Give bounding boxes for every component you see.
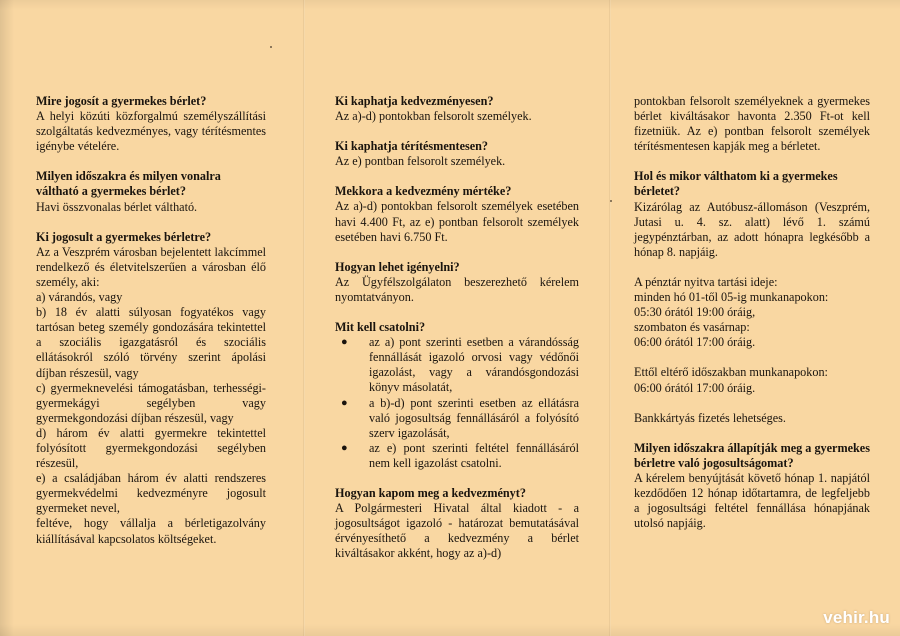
- hours-line: szombaton és vasárnap:: [634, 320, 750, 335]
- section-discounted: [335, 94, 579, 124]
- section-body: Az e) pontban felsorolt személyek.: [335, 154, 506, 169]
- section-heading: Mekkora a kedvezmény mértéke?: [335, 184, 512, 199]
- hours-line: 06:00 órától 17:00 óráig.: [634, 335, 756, 350]
- bullet-icon: ●: [341, 396, 348, 409]
- hours-line: 05:30 órától 19:00 óráig,: [634, 305, 756, 320]
- bullet-icon: ●: [341, 441, 348, 454]
- section-card-payment: [634, 411, 870, 426]
- section-body: A helyi közúti közforgalmú személyszállítási szolgáltatás kedvezményes, vagy térítésmentes igénybe vételére.: [36, 109, 266, 154]
- section-heading: Hol és mikor válthatom ki a gyermekes bérletet?: [634, 169, 838, 199]
- hours-line: 06:00 órától 17:00 óráig.: [634, 380, 756, 395]
- section-body: Az a)-d) pontokban felsorolt személyek esetében havi 4.400 Ft, az e) pontban felsorolt személyek esetében havi 6.750 Ft.: [335, 199, 579, 244]
- list-item-text: az e) pont szerinti feltétel fennállásáról nem kell igazolást csatolni.: [369, 440, 579, 470]
- fold-line-right: [609, 0, 611, 636]
- list-item: [335, 396, 579, 441]
- section-period-lines: [36, 169, 266, 214]
- section-heading: Mire jogosít a gyermekes bérlet?: [36, 94, 207, 108]
- list-item-text: az a) pont szerinti esetben a várandósság fennállását igazoló orvosi vagy védőnői igazolást, vagy a várandósgondozási könyv másolatát,: [369, 335, 579, 395]
- hours-line: minden hó 01-től 05-ig munkanapokon:: [634, 290, 829, 305]
- hours-title: A pénztár nyitva tartási ideje:: [634, 274, 778, 289]
- section-attachments: [335, 320, 579, 471]
- left-column: [36, 94, 266, 562]
- section-heading: Milyen időszakra állapítják meg a gyermekes bérletre való jogosultságomat?: [634, 440, 870, 470]
- section-body: A Polgármesteri Hivatal által kiadott - a jogosultságot igazoló - határozat bemutatásával érvényesíthető a kedvezmény a bérlet kiváltásakor akként, hogy az a)-d): [335, 501, 579, 561]
- section-heading: Ki kaphatja kedvezményesen?: [335, 94, 494, 108]
- section-free: [335, 139, 579, 169]
- eligibility-item-e: e) a családjában három év alatti rendszeres gyermekvédelmi kedvezményre jogosult gyermeket nevel,: [36, 471, 266, 516]
- hours-line: Ettől eltérő időszakban munkanapokon:: [634, 365, 828, 380]
- eligibility-intro: Az a Veszprém városban bejelentett lakcímmel rendelkező és életvitelszerűen a városban élő személy, aki:: [36, 244, 266, 289]
- paper-speck: [610, 200, 612, 202]
- section-body: Az a)-d) pontokban felsorolt személyek.: [335, 109, 532, 124]
- section-where-when: [634, 169, 870, 260]
- section-heading: Milyen időszakra és milyen vonalra váltható a gyermekes bérlet?: [36, 169, 221, 199]
- list-item: [335, 441, 579, 471]
- section-what-for: [36, 94, 266, 154]
- section-opening-hours: [634, 275, 870, 350]
- eligibility-item-b: b) 18 év alatti súlyosan fogyatékos vagy tartósan beteg személy gondozására tekintettel a szociális igazgatásról és szociális ellátásokról szóló törvény szerint ápolási díjban részesül, vagy: [36, 305, 266, 380]
- section-body: Havi összvonalas bérlet váltható.: [36, 199, 198, 214]
- continuation-text: pontokban felsorolt személyeknek a gyermekes bérlet kiváltásakor havonta 2.350 Ft-ot kell fizetniük. Az e) pontban felsorolt személyek térítésmentesen kapják meg a bérletet.: [634, 94, 870, 154]
- eligibility-closing: feltéve, hogy vállalja a bérletigazolvány kiállításával kapcsolatos költségeket.: [36, 516, 266, 546]
- list-item: [335, 335, 579, 395]
- eligibility-item-d: d) három év alatti gyermekre tekintettel folyósított gyermekgondozási segélyben részesül,: [36, 425, 266, 471]
- section-body: Az Ügyfélszolgálaton beszerezhető kérelem nyomtatványon.: [335, 274, 579, 304]
- section-validity: [634, 441, 870, 532]
- section-eligibility: [36, 230, 266, 547]
- section-heading: Ki kaphatja térítésmentesen?: [335, 139, 488, 154]
- section-heading: Hogyan lehet igényelni?: [335, 259, 460, 274]
- section-how-to-apply: [335, 260, 579, 305]
- attachments-list: [335, 335, 579, 471]
- section-heading: Mit kell csatolni?: [335, 320, 426, 335]
- eligibility-item-a: a) várandós, vagy: [36, 290, 123, 305]
- right-column: [634, 94, 870, 546]
- card-payment-text: Bankkártyás fizetés lehetséges.: [634, 410, 786, 425]
- eligibility-item-c: c) gyermeknevelési támogatásban, terhességi-gyermekágyi segélyben vagy gyermekgondozási díjban részesül, vagy: [36, 380, 266, 425]
- section-heading: Hogyan kapom meg a kedvezményt?: [335, 485, 526, 500]
- section-discount-amount: [335, 184, 579, 244]
- section-other-hours: [634, 365, 870, 395]
- section-body: Kizárólag az Autóbusz-állomáson (Veszprém, Jutasi u. 4. sz. alatt) lévő 1. számú jegypénztárban, az adott hónapra legkésőbb a hónap 8. napjáig.: [634, 199, 870, 259]
- watermark: vehir.hu: [823, 608, 890, 627]
- list-item-text: a b)-d) pont szerinti esetben az ellátásra való jogosultság fennállásáról a folyósító szerv igazolását,: [369, 395, 579, 440]
- bullet-icon: ●: [341, 336, 348, 349]
- section-continuation: [634, 94, 870, 154]
- fold-line-left: [303, 0, 305, 636]
- section-how-to-get: [335, 486, 579, 561]
- middle-column: [335, 94, 579, 576]
- paper-speck: [270, 46, 272, 48]
- section-body: A kérelem benyújtását követő hónap 1. napjától kezdődően 12 hónap időtartamra, de legfeljebb a jogosultsági feltétel fennállása hónapjának utolsó napjáig.: [634, 470, 870, 531]
- section-heading: Ki jogosult a gyermekes bérletre?: [36, 229, 212, 244]
